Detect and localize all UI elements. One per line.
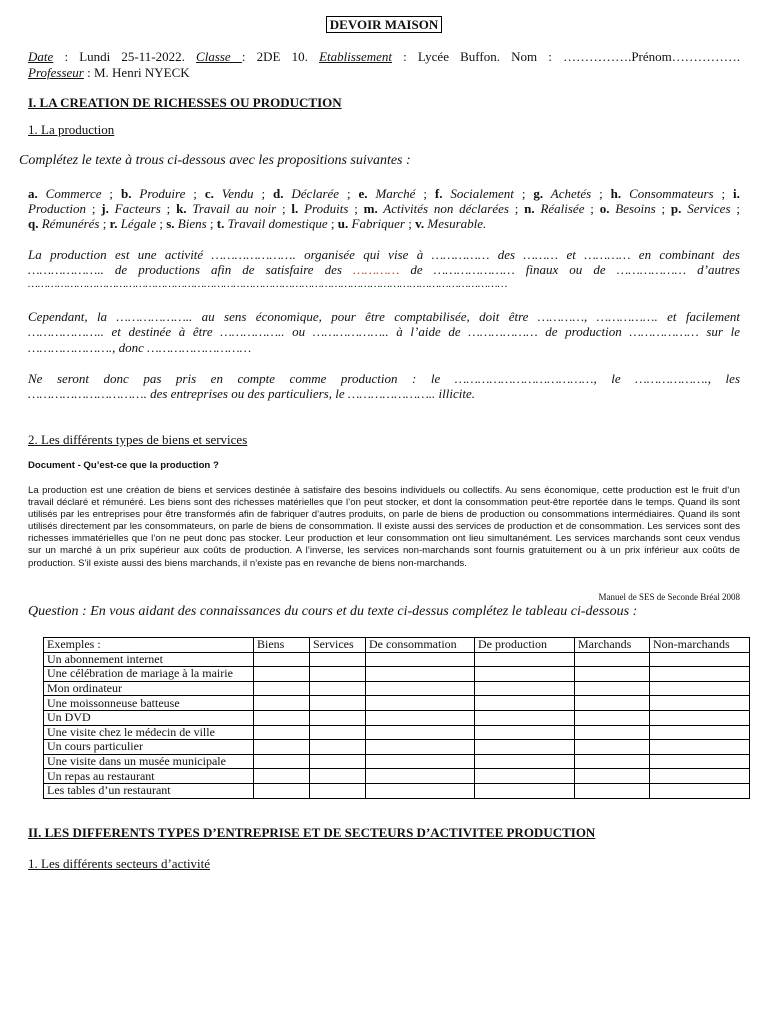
paragraph-3-line-2: …………………………. des entreprises ou des particuliers, le ………………….. illicite. [28, 386, 475, 401]
proposition-item [28, 201, 86, 216]
document-text: La production est une création de biens et services destinée à satisfaire des besoins individuels ou collectifs. Au sens économique, cette production est le fruit d’un travail déclaré et rémunéré. Les biens sont des richesses matérielles que l’on peut stocker, et dont la consommation peut-être reportée dans le temps. Quand ils sont utilisés par les entreprises pour être transformés afin de fabriquer d’autres produits, on parle de biens de production ou consommations intermédiaires. Quand ils sont utilisés directement par les consommateurs, on parle de biens de consommation. Il existe aussi des services de production et de consommation. Les services sont des richesses immatérielles que l’on ne peut donc pas stocker. Leur production et leur consommation ont lieu simultanément. Les services marchands sont ceux vendus sur un marché à un prix supérieur aux coûts de production. A l’inverse, les services non-marchands sont fournis gratuitement ou à un prix inférieur aux coûts de production. S’il existe aussi des biens marchands, il n’existe pas en revanche de biens non-marchands. [28, 485, 740, 569]
proposition-word: Fabriquer [348, 216, 405, 231]
table-header-cell: De consommation [366, 638, 475, 653]
example-cell: Un abonnement internet [44, 652, 254, 667]
etablissement-value: : Lycée Buffon. Nom : …………….Prénom……………. [392, 49, 741, 64]
paragraph-1-line-2-start: ……………….. de productions afin de satisfaire des [28, 262, 354, 277]
document-heading: Document - Qu’est-ce que la production ? [28, 460, 219, 471]
proposition-letter: k. [176, 201, 187, 216]
example-cell: Un cours particulier [44, 740, 254, 755]
answer-cell[interactable] [310, 754, 366, 769]
answer-cell[interactable] [310, 783, 366, 798]
answer-cell[interactable] [310, 696, 366, 711]
paragraph-2-line-2: ……………….. et destinée à être …………….. ou ……………….. à l’aide de ……………… de production ……………… sur le [28, 324, 740, 339]
proposition-letter: n. [524, 201, 535, 216]
answer-cell[interactable] [366, 710, 475, 725]
answer-cell[interactable] [475, 769, 575, 784]
proposition-item [671, 201, 731, 216]
answer-cell[interactable] [475, 681, 575, 696]
table-row [44, 725, 750, 740]
professeur-label: Professeur [28, 65, 84, 80]
proposition-item [101, 201, 161, 216]
answer-cell[interactable] [475, 710, 575, 725]
proposition-word: Travail domestique [224, 216, 328, 231]
answer-cell[interactable] [310, 769, 366, 784]
paragraph-1-blank-highlighted: ………… [353, 262, 400, 277]
answer-cell[interactable] [650, 754, 750, 769]
subsection-2-1-title: 1. Les différents secteurs d’activité [28, 856, 211, 871]
answer-cell[interactable] [310, 681, 366, 696]
professeur-value: : M. Henri NYECK [83, 65, 190, 80]
answer-cell[interactable] [575, 710, 650, 725]
table-row [44, 710, 750, 725]
table-row [44, 667, 750, 682]
section-2-title: II. LES DIFFERENTS TYPES D’ENTREPRISE ET DE SECTEURS D’ACTIVITEE PRODUCTION [28, 825, 596, 840]
classification-table [43, 637, 750, 799]
answer-cell[interactable] [575, 681, 650, 696]
date-value: : Lundi 25-11-2022. [53, 49, 197, 64]
question-text: Question : En vous aidant des connaissances du cours et du texte ci-dessus complétez le tableau ci-dessous : [28, 604, 638, 619]
proposition-word: Rémunérés [38, 216, 100, 231]
answer-cell[interactable] [475, 740, 575, 755]
propositions-line-1: a. Commerce ; b. Produire ; c. Vendu ; d. Déclarée ; e. Marché ; f. Socialement ; g. Achetés ; h. Consommateurs ; i. [28, 186, 740, 201]
answer-cell[interactable] [310, 667, 366, 682]
example-cell: Une visite dans un musée municipale [44, 754, 254, 769]
proposition-word: Services [681, 201, 731, 216]
proposition-word: Achetés [543, 186, 592, 201]
answer-cell[interactable] [366, 740, 475, 755]
answer-cell[interactable] [254, 667, 310, 682]
paragraph-2-line-3: …………………., donc ……………………… [28, 340, 252, 355]
proposition-letter: m. [363, 201, 378, 216]
answer-cell[interactable] [575, 769, 650, 784]
paragraph-1-line-2 [28, 262, 740, 277]
proposition-letter: p. [670, 201, 682, 216]
table-row [44, 696, 750, 711]
proposition-item [291, 201, 348, 216]
table-header-cell: Marchands [575, 638, 650, 653]
table-header-cell: Non-marchands [650, 638, 750, 653]
proposition-word: Réalisée [534, 201, 585, 216]
table-row [44, 769, 750, 784]
header-line-1 [28, 49, 740, 64]
example-cell: Un repas au restaurant [44, 769, 254, 784]
proposition-letter: g. [533, 186, 544, 201]
answer-cell[interactable] [254, 681, 310, 696]
proposition-word: Vendu [213, 186, 254, 201]
answer-cell[interactable] [254, 696, 310, 711]
propositions-line-3: q. Rémunérés ; r. Légale ; s. Biens ; t. Travail domestique ; u. Fabriquer ; v. Mesurable. [28, 216, 487, 231]
proposition-item [533, 186, 591, 201]
proposition-item [273, 186, 339, 201]
proposition-item [205, 186, 254, 201]
example-cell: Mon ordinateur [44, 681, 254, 696]
table-row [44, 681, 750, 696]
section-1-title: I. LA CREATION DE RICHESSES OU PRODUCTION [28, 95, 342, 110]
answer-cell[interactable] [310, 740, 366, 755]
answer-cell[interactable] [575, 754, 650, 769]
proposition-item [217, 216, 328, 231]
proposition-letter: s. [166, 216, 175, 231]
answer-cell[interactable] [475, 696, 575, 711]
answer-cell[interactable] [366, 681, 475, 696]
answer-cell[interactable] [366, 667, 475, 682]
proposition-letter: h. [610, 186, 622, 201]
answer-cell[interactable] [650, 740, 750, 755]
proposition-item [524, 201, 584, 216]
answer-cell[interactable] [366, 725, 475, 740]
answer-cell[interactable] [254, 725, 310, 740]
proposition-word: Besoins [609, 201, 656, 216]
classe-value: : 2DE 10. [241, 49, 320, 64]
table-row [44, 754, 750, 769]
proposition-letter: c. [204, 186, 214, 201]
proposition-item [28, 186, 102, 201]
proposition-word: Consommateurs [621, 186, 714, 201]
example-cell: Les tables d’un restaurant [44, 783, 254, 798]
table-header-cell: Services [310, 638, 366, 653]
proposition-item [166, 216, 206, 231]
proposition-letter: o. [599, 201, 610, 216]
proposition-item [415, 216, 486, 231]
proposition-item [338, 216, 405, 231]
table-header-row [44, 638, 750, 653]
proposition-letter: l. [291, 201, 299, 216]
header-line-2 [28, 65, 190, 80]
answer-cell[interactable] [254, 710, 310, 725]
etablissement-label: Etablissement [319, 49, 392, 64]
proposition-item [28, 216, 100, 231]
answer-cell[interactable] [366, 783, 475, 798]
answer-cell[interactable] [366, 652, 475, 667]
paragraph-1-line-1: La production est une activité …………………. organisée qui vise à …………… des ……… et ………… en combinant des [28, 247, 740, 262]
proposition-letter: e. [358, 186, 368, 201]
paragraph-1-line-2-end: de ………………… finaux ou de ……………… d’autres [399, 262, 740, 277]
answer-cell[interactable] [475, 667, 575, 682]
proposition-item [110, 216, 156, 231]
table-header-cell: De production [475, 638, 575, 653]
table-row [44, 652, 750, 667]
answer-cell[interactable] [366, 769, 475, 784]
proposition-letter: f. [434, 186, 443, 201]
answer-cell[interactable] [310, 710, 366, 725]
answer-cell[interactable] [475, 652, 575, 667]
answer-cell[interactable] [650, 696, 750, 711]
proposition-word: Marché [367, 186, 416, 201]
proposition-item [121, 186, 185, 201]
proposition-letter: q. [28, 216, 39, 231]
answer-cell[interactable] [575, 740, 650, 755]
answer-cell[interactable] [310, 652, 366, 667]
proposition-letter: r. [109, 216, 118, 231]
propositions-line-2: Production ; j. Facteurs ; k. Travail au noir ; l. Produits ; m. Activités non déclarées ; n. Réalisée ; o. Besoins ; p. Services ; [28, 201, 740, 216]
answer-cell[interactable] [650, 783, 750, 798]
proposition-letter: j. [101, 201, 109, 216]
proposition-word: Facteurs [108, 201, 161, 216]
table-header-cell: Exemples : [44, 638, 254, 653]
proposition-item [359, 186, 416, 201]
answer-cell[interactable] [575, 652, 650, 667]
answer-cell[interactable] [650, 710, 750, 725]
table-row [44, 783, 750, 798]
proposition-letter: t. [216, 216, 225, 231]
proposition-letter: b. [120, 186, 132, 201]
answer-cell[interactable] [575, 667, 650, 682]
proposition-word: Produits [298, 201, 349, 216]
answer-cell[interactable] [475, 783, 575, 798]
answer-cell[interactable] [254, 754, 310, 769]
proposition-word: Socialement [442, 186, 514, 201]
table-row [44, 740, 750, 755]
proposition-word: Mesurable. [424, 216, 487, 231]
answer-cell[interactable] [254, 783, 310, 798]
proposition-word: Production [28, 201, 87, 216]
proposition-letter: u. [337, 216, 349, 231]
proposition-word: Biens [174, 216, 207, 231]
answer-cell[interactable] [650, 725, 750, 740]
proposition-word: Commerce [37, 186, 102, 201]
answer-cell[interactable] [254, 652, 310, 667]
table-body [44, 652, 750, 798]
answer-cell[interactable] [650, 667, 750, 682]
date-label: Date [28, 49, 54, 64]
answer-cell[interactable] [366, 754, 475, 769]
example-cell: Une visite chez le médecin de ville [44, 725, 254, 740]
proposition-letter: a. [28, 186, 38, 201]
answer-cell[interactable] [254, 769, 310, 784]
example-cell: Une moissonneuse batteuse [44, 696, 254, 711]
paragraph-1-line-3: ………………………………………………………………………………………………………………………………… [28, 278, 508, 290]
answer-cell[interactable] [366, 696, 475, 711]
proposition-word: Déclarée [283, 186, 340, 201]
proposition-item [364, 201, 509, 216]
proposition-letter: v. [415, 216, 425, 231]
proposition-word: Activités non déclarées [377, 201, 509, 216]
instruction-text: Complétez le texte à trous ci-dessous avec les propositions suivantes : [19, 153, 411, 168]
example-cell: Un DVD [44, 710, 254, 725]
answer-cell[interactable] [254, 740, 310, 755]
proposition-item [611, 186, 714, 201]
answer-cell[interactable] [575, 725, 650, 740]
paragraph-3-line-1: Ne seront donc pas pris en compte comme production : le ………………………………, le ………………., les [28, 371, 740, 386]
proposition-word: Produire [131, 186, 186, 201]
document-source: Manuel de SES de Seconde Bréal 2008 [598, 592, 740, 602]
answer-cell[interactable] [650, 681, 750, 696]
answer-cell[interactable] [310, 725, 366, 740]
proposition-word: Travail au noir [186, 201, 277, 216]
subsection-1-1-title: 1. La production [28, 122, 115, 137]
answer-cell[interactable] [475, 754, 575, 769]
answer-cell[interactable] [475, 725, 575, 740]
proposition-word: Légale [117, 216, 157, 231]
document-title-box [0, 16, 768, 34]
document-title: DEVOIR MAISON [326, 16, 442, 33]
answer-cell[interactable] [575, 696, 650, 711]
example-cell: Une célébration de mariage à la mairie [44, 667, 254, 682]
answer-cell[interactable] [650, 769, 750, 784]
table-header-cell: Biens [254, 638, 310, 653]
classe-label: Classe [196, 49, 242, 64]
proposition-item [435, 186, 514, 201]
proposition-letter: i. [733, 186, 740, 201]
proposition-item [600, 201, 656, 216]
answer-cell[interactable] [575, 783, 650, 798]
proposition-item [176, 201, 276, 216]
subsection-1-2-title: 2. Les différents types de biens et services [28, 432, 248, 447]
proposition-item [733, 186, 740, 201]
answer-cell[interactable] [650, 652, 750, 667]
proposition-letter: d. [273, 186, 284, 201]
paragraph-2-line-1: Cependant, la ……………….. au sens économique, pour être comptabilisée, doit être …………, ……………. et facilement [28, 309, 740, 324]
